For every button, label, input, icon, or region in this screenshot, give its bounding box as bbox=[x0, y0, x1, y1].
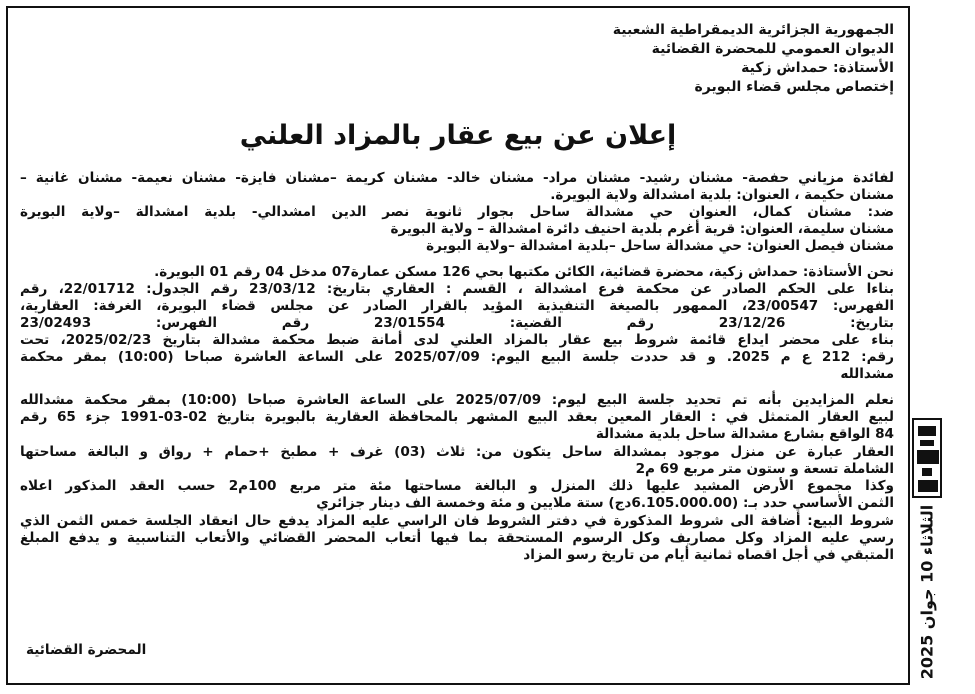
body-line: المتبقي في أجل اقصاه ثمانية أيام من تاريخ رسو المزاد bbox=[523, 547, 894, 563]
notice-title: إعلان عن بيع عقار بالمزاد العلني bbox=[239, 120, 677, 151]
header-jurisdiction: إختصاص مجلس قضاء البويرة bbox=[694, 79, 894, 95]
auction-notice bbox=[6, 6, 910, 685]
header-republic: الجمهورية الجزائرية الديمقراطية الشعبية bbox=[612, 22, 894, 38]
body-line: وكذا مجموع الأرض المشيد عليها ذلك المنزل و البالغة مساحتها مئة متر مربع 100م2 حسب العقد المذكور اعلاه bbox=[20, 478, 894, 494]
body-line: بناءا على الحكم الصادر عن محكمة فرع امشدالة ، القسم : العقاري بتاريخ: 23/03/12 رقم الجدول: 22/01712، رقم bbox=[20, 281, 894, 297]
header-office: الديوان العمومي للمحضرة القضائية bbox=[651, 41, 894, 57]
body-line: نحن الأستاذة: حمداش زكية، محضرة قضائية، الكائن مكتبها بحي 126 مسكن عمارة07 مدخل 04 رقم 01 البويرة. bbox=[154, 264, 894, 280]
body-line: 84 الواقع بشارع مشدالة ساحل بلدية مشدالة bbox=[595, 426, 894, 442]
newspaper-logo bbox=[912, 418, 942, 498]
issue-date bbox=[914, 502, 940, 682]
header-bailiff: الأستاذة: حمداش زكية bbox=[741, 60, 894, 76]
body-line: مشنان حكيمة ، العنوان: بلدية امشدالة ولاية البويرة. bbox=[550, 187, 894, 203]
body-line: رسي عليه المزاد وكل مصاريف وكل الرسوم المستحقة بما فيها أتعاب المحضر القضائي والأتعاب التناسبية و يدفع المبلغ bbox=[20, 530, 894, 546]
body-line: الفهرس: 23/00547، الممهور بالصيغة التنفيذية المؤيد بالقرار الصادر عن مجلس قضاء البويرة، الغرفة: العقارية، bbox=[20, 298, 895, 314]
body-line: مشنان فيصل العنوان: حي مشدالة ساحل –بلدية امشدالة –ولاية البويرة bbox=[426, 238, 894, 254]
side-strip bbox=[912, 418, 942, 686]
body-line: مشدالله bbox=[840, 366, 894, 382]
body-line: ضد: مشنان كمال، العنوان حي مشدالة ساحل بجوار ثانوية نصر الدين امشدالي- بلدية امشدالة –ولاية البويرة bbox=[20, 204, 894, 220]
body-line: لفائدة مزياني حفصة- مشنان رشيد- مشنان مراد- مشنان خالد- مشنان كريمة –مشنان فايزة- مشنان نعيمة- مشنان غانية – bbox=[20, 170, 894, 186]
issue-date-text: الثلاثاء 10 جوان 2025 bbox=[917, 504, 937, 680]
body-line: بناء على محضر ايداع قائمة شروط بيع عقار بالمزاد العلني لدى أمانة ضبط محكمة مشدالة بتاريخ 2025/02/23، تحت bbox=[20, 332, 894, 348]
body-line: شروط البيع: أضافة الى شروط المذكورة في دفتر الشروط فان الراسي عليه المزاد يدفع حال انعقاد الجلسة خمس الثمن الذي bbox=[20, 513, 894, 529]
body-line: رقم: 212 ع م 2025. و قد حددت جلسة البيع اليوم: 2025/07/09 على الساعة العاشرة صباحا (10:00) بمقر محكمة bbox=[20, 349, 894, 365]
body-line: مشنان سليمة، العنوان: قرية أغرم بلدية احنيف دائرة امشدالة – ولاية البويرة bbox=[390, 221, 894, 237]
body-line: العقار عبارة عن منزل موجود بمشدالة ساحل يتكون من: ثلاث (03) غرف + مطبخ +حمام + رواق و البالغة مساحتها bbox=[20, 444, 895, 460]
signature: المحضرة القضائية bbox=[26, 642, 147, 658]
body-line: لبيع العقار المتمثل في : العقار المعين بعقد البيع المشهر بالمحافظة العقارية بالبويرة بتاريخ 02-03-1991 جزء 65 رقم bbox=[20, 409, 895, 425]
body-line: الثمن الأساسي حدد بـ: (6.105.000.00دج) ستة ملايين و مئة وخمسة الف دينار جزائري bbox=[316, 495, 894, 511]
body-line: نعلم المزايدين بأنه تم تحديد جلسة البيع ليوم: 2025/07/09 على الساعة العاشرة صباحا (10:00) بمقر محكمة مشدالله bbox=[20, 392, 894, 408]
body-line: الشاملة تسعة و ستون متر مربع 69 م2 bbox=[635, 461, 894, 477]
body-line: بتاريخ: 23/12/26 رقم القضية: 23/01554 رقم الفهرس: 23/02493 bbox=[20, 315, 894, 331]
